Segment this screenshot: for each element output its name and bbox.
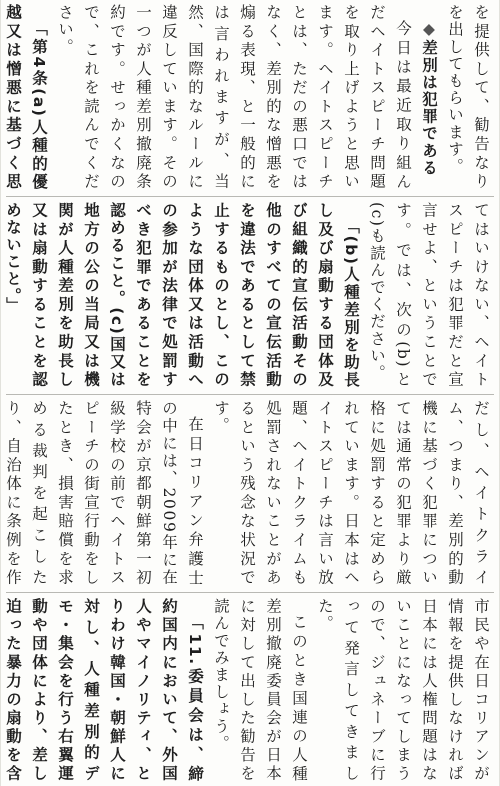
paragraph: てはいけない、ヘイトスピーチは犯罪だと宣言せよ、ということです。では、次の(b)と(c)も読んでください。 bbox=[368, 202, 490, 388]
paragraph: 今日は最近取り組んだヘイトスピーチ問題を取り上げようと思います。ヘイトスピーチとは、ただの悪口ではなく、差別的な憎悪を煽る表現、と一般的には言われますが、当然、国際的なルールに違反しています。その一つが人種差別撤廃条約です。せっかくなので、これを読んでください。 bbox=[56, 4, 412, 190]
paragraph: だし、ヘイトクライム、つまり、差別的動機に基づく犯罪については通常の犯罪より厳格に処罰すると定められています。日本はヘイトスピーチは言い放題、ヘイトクライムも処罰されないことがあるという残念な状況です。 bbox=[212, 400, 490, 586]
recommendation-quote: 「11.委員会は、締約国内において、外国人やマイノリティ、とりわけ韓国・朝鮮人に対し、人種差別的デモ・集会を行う右翼運動や団体により、差し迫った暴力の扇動を含 bbox=[4, 598, 204, 782]
paragraph: 市民や在日コリアンが情報を提供しなければ日本には人権問題はないことになってしまうので、ジュネーブに行って発言してきました。 bbox=[316, 598, 490, 782]
paragraph: 在日コリアン弁護士の中には、2009年に在特会が京都朝鮮第一初級学校の前でヘイトスピーチの街宣行動をしたとき、損害賠償を求める裁判を起こしたり、自治体に条例を作 bbox=[4, 400, 204, 586]
tier-divider bbox=[6, 592, 494, 593]
text-tier-2 bbox=[4, 202, 494, 388]
treaty-quote: 「第4条(a)人種的優越又は憎悪に基づく思 bbox=[4, 4, 48, 190]
text-tier-1 bbox=[4, 4, 494, 190]
section-heading bbox=[416, 4, 442, 190]
section-heading-text: 差別は犯罪である bbox=[420, 39, 438, 176]
tier-divider bbox=[6, 394, 494, 395]
heading-marker: ◆ bbox=[420, 19, 438, 40]
text-tier-3 bbox=[4, 400, 494, 586]
treaty-quote: 「(b)人種差別を助長し及び扇動する団体及び組織的宣伝活動その他のすべての宣伝活動を違法であるとして禁止するものとし、このような団体又は活動への参加が法律で処罰すべき犯罪であることを認めること。(c)国又は地方の公の当局又は機関が人種差別を助長し又は扇動することを認めないこと。」 bbox=[4, 202, 360, 388]
paragraph: を提供して、勧告なりを出してもらいます。 bbox=[446, 4, 490, 190]
tier-divider bbox=[6, 196, 494, 197]
text-tier-4 bbox=[4, 598, 494, 782]
paragraph: このとき国連の人種差別撤廃委員会が日本に対して出した勧告を読んでみましょう。 bbox=[212, 598, 308, 782]
